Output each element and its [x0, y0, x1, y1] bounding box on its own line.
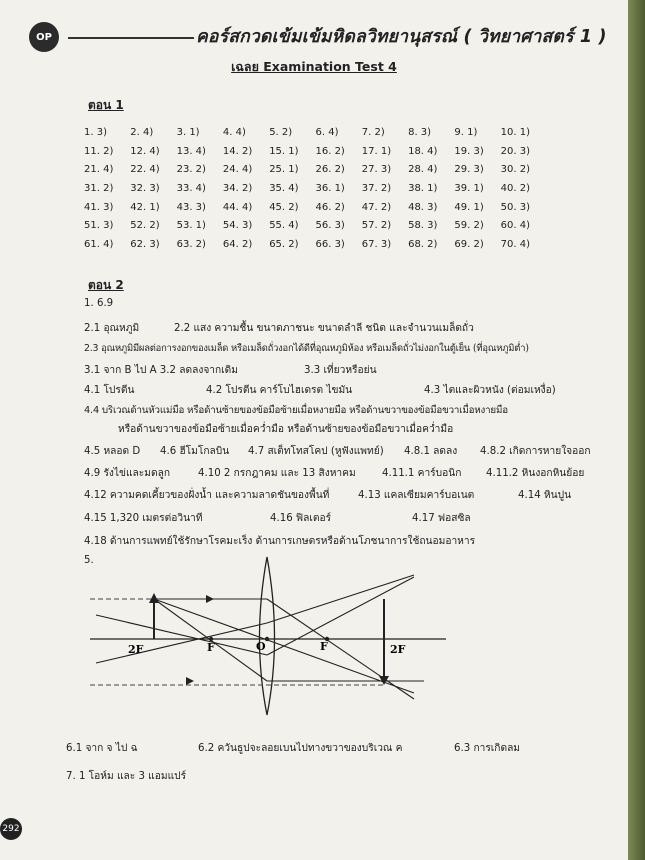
answer-cell: 38. 1): [408, 182, 438, 194]
answer-line: 4.6 ฮีโมโกลบิน: [160, 446, 230, 457]
answer-cell: 50. 3): [500, 201, 531, 213]
answer-line: 2.1 อุณหภูมิ: [84, 323, 140, 334]
answer-cell: 61. 4): [84, 238, 114, 250]
label-right-2f: 2F: [390, 643, 406, 656]
answer-cell: 4. 4): [222, 126, 246, 138]
answer-line: 6.1 จาก จ ไป ฉ: [66, 743, 138, 754]
answer-line: 4.7 สเต็ทโทสโคป (หูฟังแพทย์): [248, 446, 384, 457]
answer-line: 4.11.1 คาร์บอนิก: [382, 468, 462, 479]
answer-cell: 23. 2): [176, 164, 206, 176]
exam-title: เฉลย Examination Test 4: [231, 59, 397, 74]
answer-line: 4.5 หลอด D: [84, 446, 141, 457]
answer-cell: 55. 4): [269, 220, 299, 232]
answer-cell: 9. 1): [454, 126, 478, 138]
answer-line: 4.10 2 กรกฎาคม และ 13 สิงหาคม: [198, 468, 356, 479]
lens-ray-diagram: [84, 553, 450, 719]
answer-row: [84, 142, 547, 161]
answer-cell: 29. 3): [454, 164, 484, 176]
answer-line: 4.12 ความคดเคี้ยวของฝั่งน้ำ และความลาดชันของพื้นที่: [84, 490, 330, 501]
answer-cell: 17. 1): [361, 145, 392, 157]
answer-cell: 70. 4): [500, 238, 531, 250]
answer-line: 4.3 ไตและผิวหนัง (ต่อมเหงื่อ): [424, 385, 556, 396]
answer-cell: 54. 3): [222, 220, 253, 232]
course-title: คอร์สกวดเข้มเข้มหิดลวิทยานุสรณ์ ( วิทยาศาสตร์ 1 ): [196, 27, 607, 47]
answer-line: 4.4 บริเวณด้านหัวแม่มือ หรือด้านซ้ายของข้อมือซ้ายเมื่อหงายมือ หรือด้านขวาของข้อมือขวาเมื่อหงายมือ: [84, 405, 508, 416]
answer-cell: 56. 3): [315, 220, 345, 232]
answer-cell: 30. 2): [500, 164, 531, 176]
answer-cell: 18. 4): [408, 145, 438, 157]
answer-line: 4.2 โปรตีน คาร์โบไฮเดรต ไขมัน: [206, 385, 353, 396]
answer-cell: 57. 2): [361, 220, 392, 232]
answer-cell: 63. 2): [176, 238, 206, 250]
answer-cell: 48. 3): [408, 201, 438, 213]
answer-line: 4.8.2 เกิดการหายใจออก: [480, 446, 591, 457]
answer-line: 2.3 อุณหภูมิมีผลต่อการงอกของเมล็ด หรือเมล็ดถั่วงอกได้ดีที่อุณหภูมิห้อง หรือเมล็ดถั่วไม่งอกในตู้เย็น (ที่อุณหภูมิต่ำ): [84, 343, 529, 354]
book-edge: [628, 0, 645, 860]
answer-cell: 27. 3): [361, 164, 392, 176]
answer-cell: 25. 1): [269, 164, 299, 176]
answer-cell: 67. 3): [361, 238, 392, 250]
answer-line: 4.18 ด้านการแพทย์ใช้รักษาโรคมะเร็ง ด้านการเกษตรหรือด้านโภชนาการใช้ถนอมอาหาร: [84, 536, 476, 547]
answer-cell: 2. 4): [130, 126, 154, 138]
answer-cell: 14. 2): [222, 145, 253, 157]
answer-row: [84, 179, 547, 198]
answer-cell: 62. 3): [130, 238, 160, 250]
answer-cell: 68. 2): [408, 238, 438, 250]
ray-arrowhead: [186, 677, 194, 685]
answer-cell: 36. 1): [315, 182, 345, 194]
ray-extra: [96, 623, 267, 663]
header-rule: [68, 37, 194, 39]
answer-line: 5.: [84, 555, 94, 566]
answer-row: [84, 198, 547, 217]
answer-line: 4.17 ฟอสซิล: [412, 513, 471, 524]
answer-cell: 58. 3): [408, 220, 438, 232]
part1-title: ตอน 1: [88, 98, 124, 112]
answer-cell: 6. 4): [315, 126, 339, 138]
answer-cell: 51. 3): [84, 220, 114, 232]
answer-cell: 31. 2): [84, 182, 114, 194]
answer-line: 3.1 จาก B ไป A 3.2 ลดลงจากเดิม: [84, 365, 238, 376]
answer-cell: 32. 3): [130, 182, 160, 194]
convex-lens: [260, 557, 275, 715]
answer-row: [84, 216, 547, 235]
answer-line: 4.11.2 หินงอกหินย้อย: [486, 468, 585, 479]
answer-cell: 16. 2): [315, 145, 345, 157]
answer-cell: 26. 2): [315, 164, 345, 176]
answer-cell: 13. 4): [176, 145, 206, 157]
answer-line: 4.8.1 ลดลง: [404, 446, 458, 457]
answer-cell: 43. 3): [176, 201, 206, 213]
answer-line: 6.2 ควันธูปจะลอยเบนไปทางขวาของบริเวณ ค: [198, 743, 403, 754]
answer-cell: 49. 1): [454, 201, 484, 213]
answer-cell: 42. 1): [130, 201, 160, 213]
part2-title: ตอน 2: [88, 278, 124, 292]
answer-cell: 59. 2): [454, 220, 484, 232]
answer-cell: 28. 4): [408, 164, 438, 176]
ray-arrowhead: [206, 595, 214, 603]
answer-cell: 7. 2): [361, 126, 385, 138]
answer-line: 4.1 โปรตีน: [84, 385, 135, 396]
answer-cell: 21. 4): [84, 164, 114, 176]
answer-cell: 12. 4): [130, 145, 160, 157]
answer-line: 4.13 แคลเซียมคาร์บอเนต: [358, 490, 475, 501]
answer-cell: 40. 2): [500, 182, 531, 194]
label-left-f: F: [207, 641, 215, 654]
answer-cell: 37. 2): [361, 182, 392, 194]
publisher-logo: OP: [29, 22, 59, 52]
label-right-f: F: [320, 640, 328, 653]
label-left-2f: 2F: [128, 643, 144, 656]
answer-cell: 33. 4): [176, 182, 206, 194]
answer-cell: 46. 2): [315, 201, 345, 213]
answer-line: 4.15 1,320 เมตรต่อวินาที: [84, 513, 203, 524]
answer-cell: 8. 3): [408, 126, 432, 138]
answer-cell: 35. 4): [269, 182, 299, 194]
answer-cell: 41. 3): [84, 201, 114, 213]
answer-row: [84, 123, 547, 142]
answer-cell: 39. 1): [454, 182, 484, 194]
answer-cell: 69. 2): [454, 238, 484, 250]
answer-grid: [84, 123, 547, 254]
answer-cell: 52. 2): [130, 220, 160, 232]
answer-line: 2.2 แสง ความชื้น ขนาดภาชนะ ขนาดลำลี ชนิด และจำนวนเมล็ดถั่ว: [174, 323, 474, 334]
answer-cell: 15. 1): [269, 145, 299, 157]
answer-line: หรือด้านขวาของข้อมือซ้ายเมื่อคว่ำมือ หรือด้านซ้ายของข้อมือขวาเมื่อคว่ำมือ: [118, 424, 454, 435]
answer-line: 4.16 ฟิลเตอร์: [270, 513, 332, 524]
answer-line: 6.3 การเกิดลม: [454, 743, 521, 754]
answer-line: 1. 6.9: [84, 298, 114, 309]
answer-line: 3.3 เที่ยวหรือย่น: [304, 365, 377, 376]
answer-line: 4.14 หินปูน: [518, 490, 572, 501]
answer-cell: 10. 1): [500, 126, 531, 138]
answer-cell: 11. 2): [84, 145, 114, 157]
answer-cell: 5. 2): [269, 126, 293, 138]
answer-cell: 65. 2): [269, 238, 299, 250]
ray-extra: [96, 615, 267, 655]
label-center-o: O: [256, 640, 266, 653]
answer-cell: 22. 4): [130, 164, 160, 176]
answer-cell: 60. 4): [500, 220, 531, 232]
answer-row: [84, 160, 547, 179]
answer-cell: 47. 2): [361, 201, 392, 213]
answer-cell: 34. 2): [222, 182, 253, 194]
answer-cell: 66. 3): [315, 238, 345, 250]
answer-cell: 20. 3): [500, 145, 531, 157]
answer-cell: 3. 1): [176, 126, 200, 138]
answer-cell: 1. 3): [84, 126, 107, 138]
answer-cell: 45. 2): [269, 201, 299, 213]
answer-cell: 24. 4): [222, 164, 253, 176]
answer-cell: 44. 4): [222, 201, 253, 213]
answer-cell: 53. 1): [176, 220, 206, 232]
answer-cell: 19. 3): [454, 145, 484, 157]
answer-line: 7. 1 โอห์ม และ 3 แอมแปร์: [66, 771, 187, 782]
page-number: 292: [0, 818, 22, 840]
answer-row: [84, 235, 547, 254]
answer-line: 4.9 รังไข่และมดลูก: [84, 468, 170, 479]
answer-cell: 64. 2): [222, 238, 253, 250]
